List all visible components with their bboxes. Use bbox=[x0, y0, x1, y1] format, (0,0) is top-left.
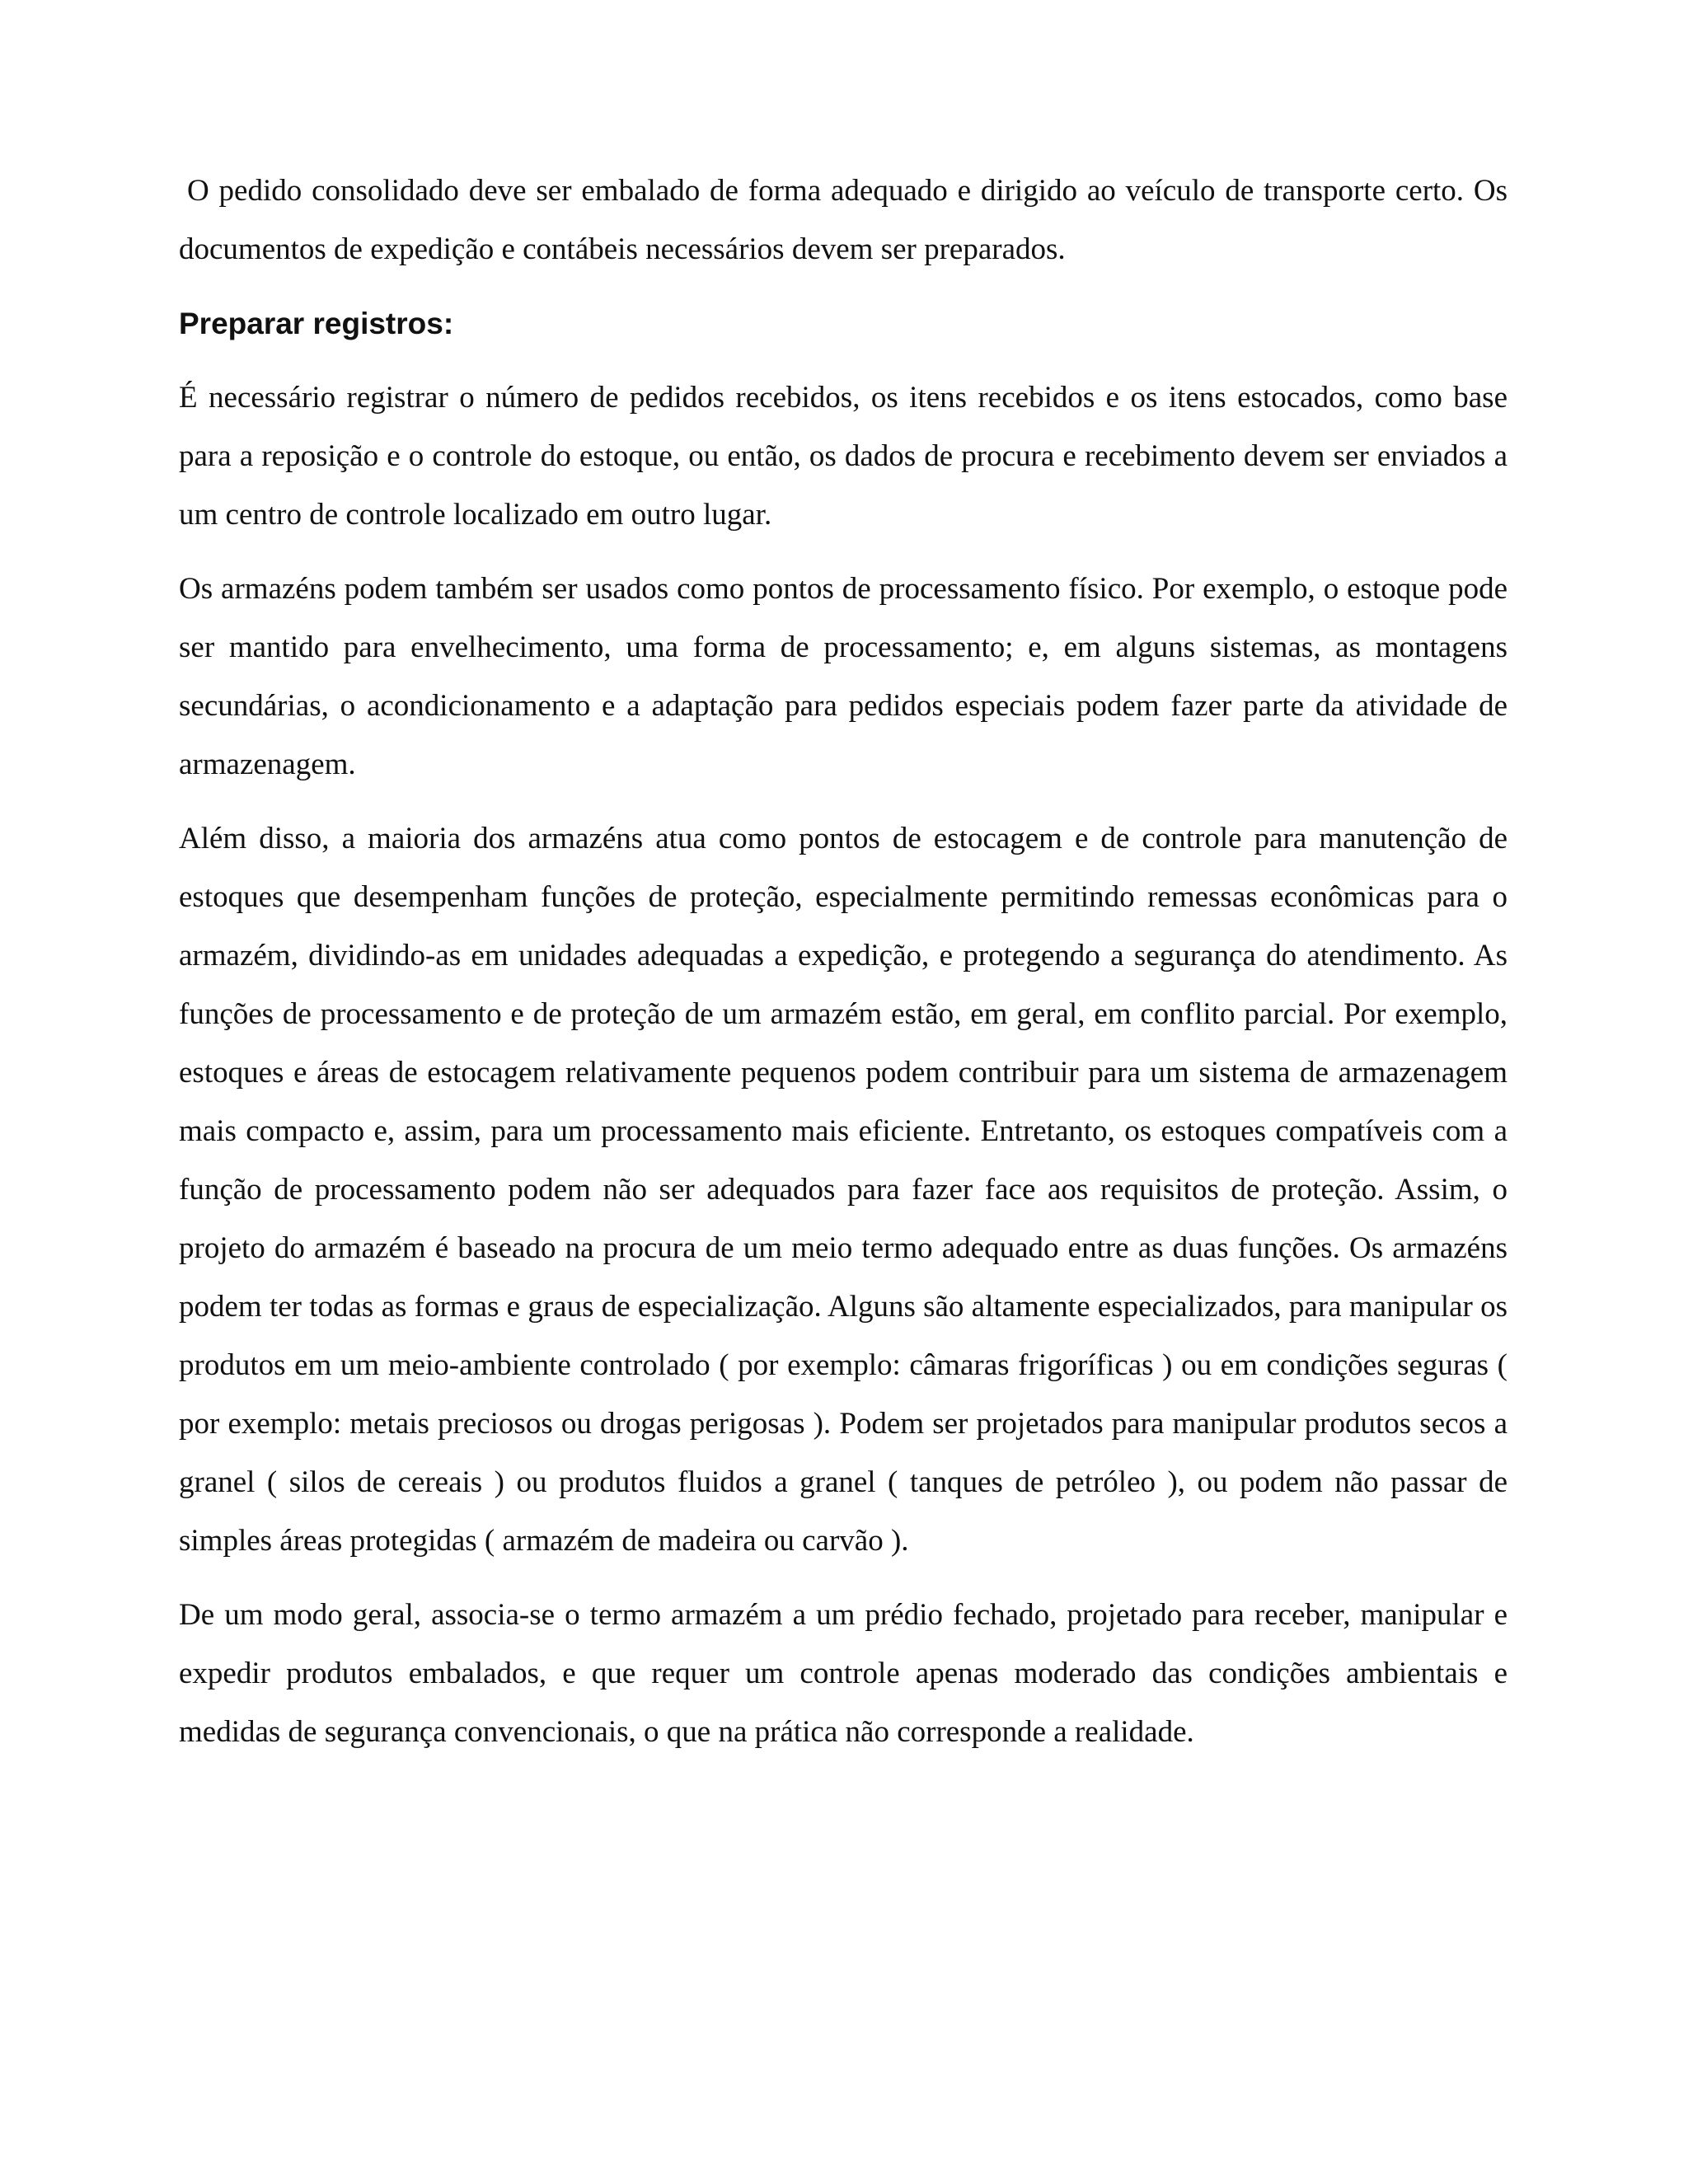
paragraph-1: É necessário registrar o número de pedidos recebidos, os itens recebidos e os itens estocados, como base para a reposição e o controle do estoque, ou então, os dados de procura e recebimento devem ser enviados a um centro de controle localizado em outro lugar. bbox=[179, 381, 1507, 532]
section-heading: Preparar registros: bbox=[179, 307, 454, 340]
paragraph-intro: O pedido consolidado deve ser embalado de forma adequado e dirigido ao veículo de transporte certo. Os documentos de expedição e contábeis necessários devem ser preparados. bbox=[179, 174, 1507, 266]
paragraph-2: Os armazéns podem também ser usados como pontos de processamento físico. Por exemplo, o estoque pode ser mantido para envelhecimento, uma forma de processamento; e, em alguns sistemas, as montagens secundárias, o acondicionamento e a adaptação para pedidos especiais podem fazer parte da atividade de armazenagem. bbox=[179, 572, 1507, 781]
paragraph-4: De um modo geral, associa-se o termo armazém a um prédio fechado, projetado para receber, manipular e expedir produtos embalados, e que requer um controle apenas moderado das condições ambientais e medidas de segurança convencionais, o que na prática não corresponde a realidade. bbox=[179, 1598, 1507, 1749]
paragraph-3: Além disso, a maioria dos armazéns atua como pontos de estocagem e de controle para manutenção de estoques que desempenham funções de proteção, especialmente permitindo remessas econômicas para o armazém, dividindo-as em unidades adequadas a expedição, e protegendo a segurança do atendimento. As funções de processamento e de proteção de um armazém estão, em geral, em conflito parcial. Por exemplo, estoques e áreas de estocagem relativamente pequenos podem contribuir para um sistema de armazenagem mais compacto e, assim, para um processamento mais eficiente. Entretanto, os estoques compatíveis com a função de processamento podem não ser adequados para fazer face aos requisitos de proteção. Assim, o projeto do armazém é baseado na procura de um meio termo adequado entre as duas funções. Os armazéns podem ter todas as formas e graus de especialização. Alguns são altamente especializados, para manipular os produtos em um meio-ambiente controlado ( por exemplo: câmaras frigoríficas ) ou em condições seguras ( por exemplo: metais preciosos ou drogas perigosas ). Podem ser projetados para manipular produtos secos a granel ( silos de cereais ) ou produtos fluidos a granel ( tanques de petróleo ), ou podem não passar de simples áreas protegidas ( armazém de madeira ou carvão ). bbox=[179, 822, 1507, 1558]
document-body bbox=[179, 162, 1507, 1777]
